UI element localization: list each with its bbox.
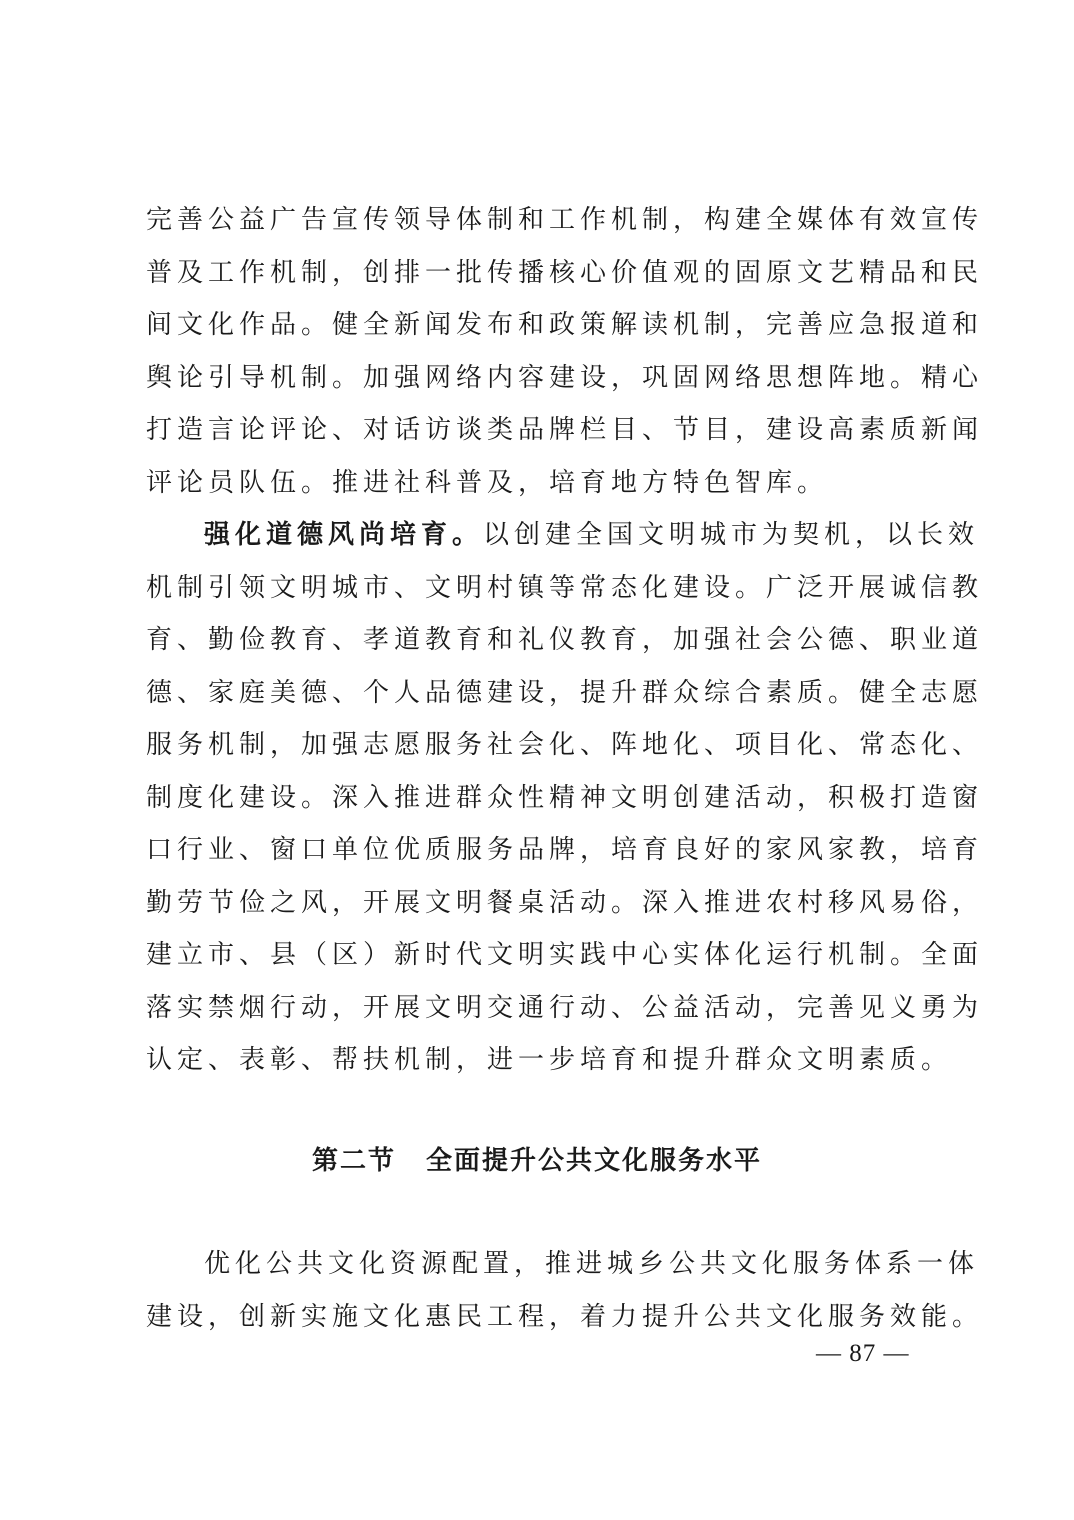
text-line: 建立市、县（区）新时代文明实践中心实体化运行机制。全面 xyxy=(146,940,984,970)
section-number: 第二节 xyxy=(311,1146,396,1176)
text-line: 口行业、窗口单位优质服务品牌，培育良好的家风家教，培育 xyxy=(146,835,984,865)
paragraph-public-culture xyxy=(146,1238,984,1343)
text-line: 间文化作品。健全新闻发布和政策解读机制，完善应急报道和 xyxy=(146,310,984,340)
text-line: 打造言论评论、对话访谈类品牌栏目、节目，建设高素质新闻 xyxy=(146,415,984,445)
text-line-rest: 以创建全国文明城市为契机，以长效 xyxy=(483,520,980,550)
text-line: 认定、表彰、帮扶机制，进一步培育和提升群众文明素质。 xyxy=(146,1045,953,1075)
text-line: 落实禁烟行动，开展文明交通行动、公益活动，完善见义勇为 xyxy=(146,992,984,1023)
paragraph-media-propaganda xyxy=(146,194,984,509)
page-number: — 87 — xyxy=(816,1340,910,1367)
text-line: 德、家庭美德、个人品德建设，提升群众综合素质。健全志愿 xyxy=(146,677,984,708)
text-line: 服务机制，加强志愿服务社会化、阵地化、项目化、常态化、 xyxy=(146,730,984,760)
paragraph-moral-cultivation xyxy=(146,509,984,1087)
text-line: 制度化建设。深入推进群众性精神文明创建活动，积极打造窗 xyxy=(146,782,984,813)
text-line: 育、勤俭教育、孝道教育和礼仪教育，加强社会公德、职业道 xyxy=(146,625,984,655)
text-line: 完善公益广告宣传领导体制和工作机制，构建全媒体有效宣传 xyxy=(146,205,984,235)
text-line: 舆论引导机制。加强网络内容建设，巩固网络思想阵地。精心 xyxy=(146,362,984,393)
section-heading xyxy=(0,1140,1074,1177)
paragraph-lead-heading: 强化道德风尚培育。 xyxy=(204,520,484,550)
text-line: 评论员队伍。推进社科普及，培育地方特色智库。 xyxy=(146,467,829,498)
text-line xyxy=(146,509,980,562)
section-title: 全面提升公共文化服务水平 xyxy=(426,1146,763,1176)
text-line: 建设，创新实施文化惠民工程，着力提升公共文化服务效能。 xyxy=(146,1301,984,1332)
text-line: 机制引领文明城市、文明村镇等常态化建设。广泛开展诚信教 xyxy=(146,572,984,603)
text-line: 普及工作机制，创排一批传播核心价值观的固原文艺精品和民 xyxy=(146,257,984,288)
document-body xyxy=(146,194,984,1087)
text-line: 优化公共文化资源配置，推进城乡公共文化服务体系一体 xyxy=(204,1249,980,1279)
text-line: 勤劳节俭之风，开展文明餐桌活动。深入推进农村移风易俗， xyxy=(146,887,984,918)
